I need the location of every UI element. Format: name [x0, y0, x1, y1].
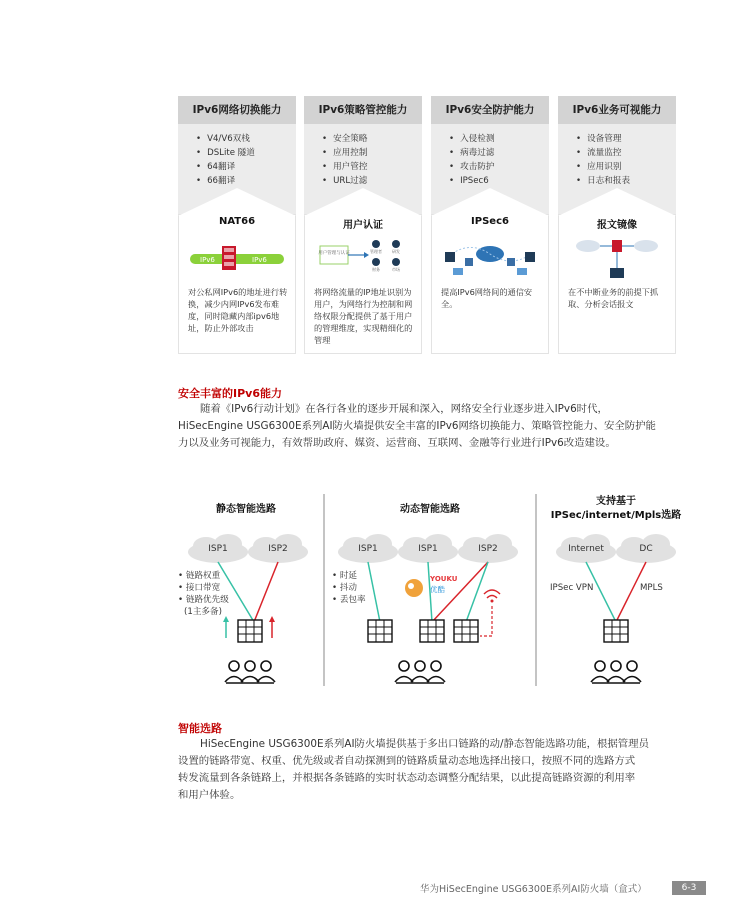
svg-text:• 接口带宽: • 接口带宽 [178, 583, 221, 593]
cloud-label: ISP1 [418, 544, 438, 554]
vpn-routing-title: 支持基于 [596, 496, 636, 507]
paragraph-line: 随着《IPv6行动计划》在各行各业的逐步开展和深入，网络安全行业逐步进入IPv6时代， [200, 403, 608, 415]
red-link [254, 562, 278, 622]
section-paragraph-smart-routing [178, 736, 698, 804]
card-ipv6-security [431, 96, 549, 354]
nat66-right-label: IPv6 [252, 256, 267, 264]
page-number: 6-3 [672, 881, 706, 895]
card-feature: • 病毒过滤 [449, 146, 494, 160]
card-feature: • 入侵检测 [449, 132, 494, 146]
card-feature: • DSLite 隧道 [196, 146, 255, 160]
card-ipv6-visibility [558, 96, 676, 354]
card-feature-list [449, 132, 494, 188]
card-subtitle: 用户认证 [343, 220, 383, 231]
users-icon [225, 661, 275, 683]
vpn-routing-title-2: IPSec/internet/Mpls选路 [550, 510, 682, 521]
svg-text:• 丢包率: • 丢包率 [332, 595, 366, 605]
paragraph-line: HiSecEngine USG6300E系列AI防火墙提供安全丰富的IPv6网络切换能力、策略管控能力、安全防护能 [178, 420, 656, 432]
card-feature: • 应用控制 [322, 146, 367, 160]
role-label: 研发 [392, 249, 400, 254]
svg-text:• 抖动: • 抖动 [332, 583, 358, 593]
card-feature: • 安全策略 [322, 132, 367, 146]
card-feature: • 攻击防护 [449, 160, 494, 174]
nat66-figure [186, 236, 288, 284]
role-label: 市场 [392, 267, 400, 272]
card-notch [431, 188, 549, 216]
card-subtitle: IPSec6 [471, 216, 509, 227]
section-paragraph-ipv6 [178, 401, 698, 452]
role-label: 管理者 [370, 249, 382, 254]
card-ipv6-switch [178, 96, 296, 354]
card-title: IPv6安全防护能力 [431, 96, 549, 124]
card-feature: • URL过滤 [322, 174, 367, 188]
static-factor: 链路优先级 [185, 595, 229, 605]
paragraph-line: 力以及业务可视能力，有效帮助政府、媒资、运营商、互联网、金融等行业进行IPv6改造建设。 [178, 437, 616, 449]
card-feature: • 用户管控 [322, 160, 367, 174]
card-feature-list [576, 132, 630, 188]
video-app-icon [405, 579, 423, 597]
mirror-figure [566, 234, 668, 282]
dynamic-routing-title: 动态智能选路 [400, 504, 460, 515]
green-link [218, 562, 254, 622]
card-feature-list [322, 132, 367, 188]
static-factor: 链路权重 [185, 571, 221, 581]
mpls-label: MPLS [640, 583, 663, 593]
section-title-smart-routing: 智能选路 [178, 722, 222, 735]
card-feature: • 应用识别 [576, 160, 630, 174]
youku-logo-bottom: 优酷 [430, 585, 445, 594]
card-feature: • V4/V6双栈 [196, 132, 255, 146]
static-routing-title: 静态智能选路 [216, 504, 276, 515]
cloud-label: ISP2 [268, 544, 288, 554]
card-subtitle: 报文镜像 [597, 220, 637, 231]
card-title: IPv6策略管控能力 [304, 96, 422, 124]
dynamic-factor: 时延 [339, 571, 358, 581]
svg-text:• 链路权重: • 链路权重 [178, 571, 221, 581]
cloud-label: ISP1 [358, 544, 378, 554]
card-title: IPv6网络切换能力 [178, 96, 296, 124]
card-description: 将网络流量的IP地址识别为用户，为网络行为控制和网络权限分配提供了基于用户的管理维度，实现精细化的管理 [314, 287, 413, 345]
cloud-label: DC [639, 544, 653, 554]
svg-text:• 时延: • 时延 [332, 571, 358, 581]
user-auth-box-label: 用户管理与认证 [318, 251, 350, 256]
card-feature: • 日志和报表 [576, 174, 630, 188]
card-subtitle: NAT66 [218, 216, 256, 227]
nat66-left-label: IPv6 [200, 256, 215, 264]
card-description: 对公私网IPv6的地址进行转换，减少内网IPv6发布难度，同时隐藏内部ipv6地址，防止外部攻击 [188, 287, 288, 333]
card-title: IPv6业务可视能力 [558, 96, 676, 124]
cloud-label: ISP1 [208, 544, 228, 554]
paragraph-line: 和用户体验。 [178, 789, 241, 801]
dynamic-factor: 抖动 [339, 583, 358, 593]
cloud-label: ISP2 [478, 544, 498, 554]
paragraph-line: HiSecEngine USG6300E系列AI防火墙提供基于多出口链路的动/静态智能选路功能，根据管理员 [200, 738, 649, 750]
card-description: 提高IPv6网络间的通信安全。 [441, 287, 533, 309]
static-factor: 接口带宽 [185, 583, 221, 593]
routing-diagram [170, 490, 700, 690]
section-title-ipv6: 安全丰富的IPv6能力 [178, 387, 282, 400]
card-notch [304, 188, 422, 216]
static-factor: (1主多备) [184, 607, 222, 617]
card-feature: • 64翻译 [196, 160, 255, 174]
role-label: 财务 [372, 267, 380, 272]
card-ipv6-policy [304, 96, 422, 354]
paragraph-line: 转发流量到各条链路上，并根据各条链路的实时状态动态调整分配结果，以此提高链路资源的利用率 [178, 772, 636, 784]
paragraph-line: 设置的链路带宽、权重、优先级或者自动探测到的链路质量动态地选择出接口，按照不同的选路方式 [178, 755, 636, 767]
card-feature-list [196, 132, 255, 188]
card-notch [178, 188, 296, 216]
svg-text:• 链路优先级: • 链路优先级 [178, 595, 229, 605]
card-feature: • 流量监控 [576, 146, 630, 160]
firewall-icon [238, 620, 262, 642]
card-feature: • 66翻译 [196, 174, 255, 188]
footer-text: 华为HiSecEngine USG6300E系列AI防火墙（盒式） [420, 884, 647, 895]
ipsec-vpn-label: IPSec VPN [550, 583, 594, 593]
dynamic-factor: 丢包率 [339, 595, 366, 605]
card-feature: • IPSec6 [449, 174, 494, 188]
ipsec6-figure [439, 234, 541, 282]
card-notch [558, 188, 676, 216]
youku-logo-top: YOUKU [430, 575, 458, 583]
user-auth-figure [312, 234, 414, 282]
card-description: 在不中断业务的前提下抓取、分析会话报文 [568, 287, 659, 309]
cloud-label: Internet [568, 544, 604, 554]
card-feature: • 设备管理 [576, 132, 630, 146]
